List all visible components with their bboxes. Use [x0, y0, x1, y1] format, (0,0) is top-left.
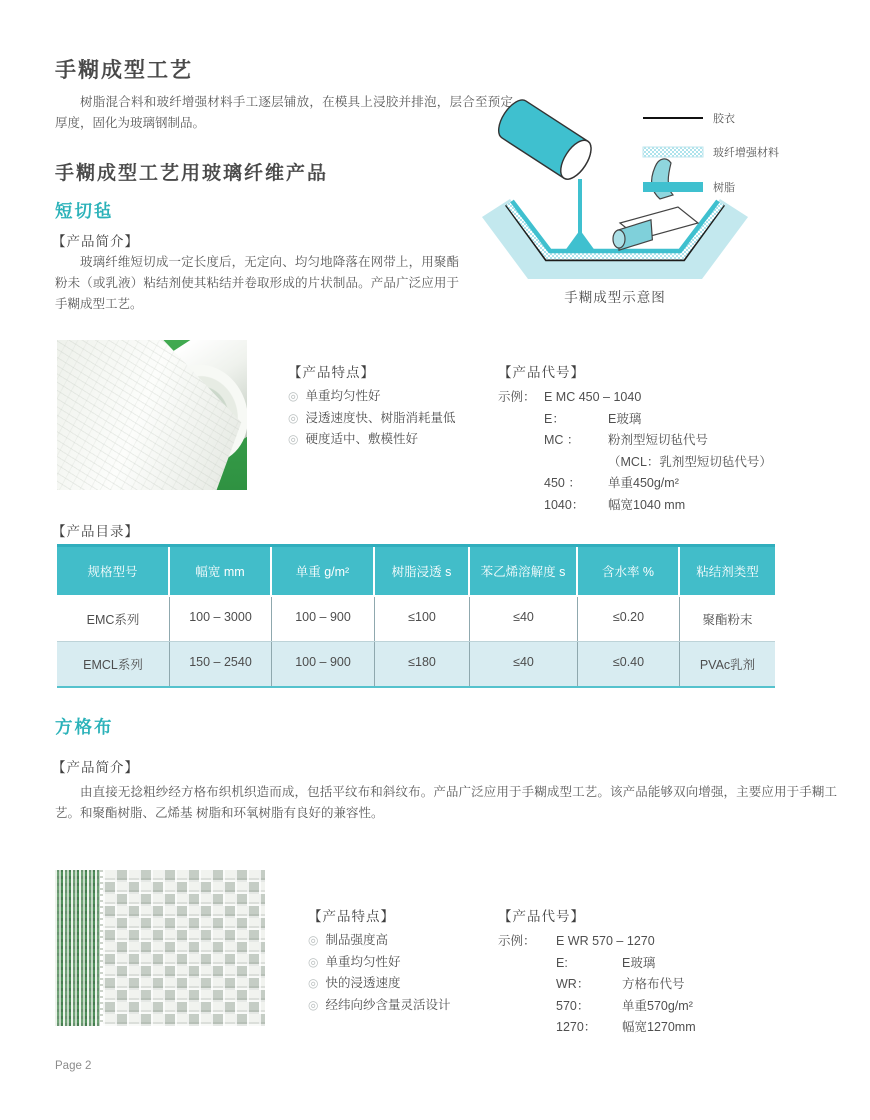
legend-gelcoat-label: 胶衣: [713, 113, 735, 125]
code-desc: 幅宽1040 mm: [608, 497, 686, 512]
pouring-container: [493, 95, 597, 184]
code-row: [544, 452, 818, 474]
resin-mound: [564, 230, 596, 252]
code-term: E:: [556, 955, 568, 970]
roller-tool: [613, 159, 698, 250]
legend-resin-swatch: [643, 182, 703, 192]
ring-bullet-icon: ◎: [288, 432, 299, 446]
code-desc: E玻璃: [622, 955, 656, 970]
code-term: [544, 452, 608, 474]
chopped-mat-heading: 短切毡: [55, 201, 114, 221]
code-row: [556, 974, 818, 996]
woven-roving-photo: [55, 870, 265, 1026]
chopped-mat-features: [288, 361, 503, 451]
code-desc: 单重570g/m²: [622, 998, 693, 1013]
feature-item: [288, 429, 503, 451]
feature-text: 硬度适中、敷模性好: [305, 432, 418, 446]
code-term: 450 ：: [544, 476, 581, 490]
table-row: [57, 597, 775, 641]
code-term: WR：: [556, 977, 590, 991]
diagram-caption: 手糊成型示意图: [564, 290, 666, 305]
features-label: 【产品特点】: [308, 909, 395, 924]
table-cell: EMCL系列: [57, 642, 170, 686]
column-header: 单重 g/m²: [272, 547, 375, 595]
chopped-mat-intro-label: 【产品简介】: [52, 234, 139, 249]
weave-pattern: [103, 870, 265, 1026]
example-value: E MC 450 – 1040: [544, 390, 642, 404]
feature-text: 浸透速度快、树脂消耗量低: [305, 410, 456, 425]
table-cell: 100 – 900: [272, 642, 375, 686]
ring-bullet-icon: ◎: [308, 976, 319, 990]
code-desc: 单重450g/m²: [608, 476, 679, 490]
feature-item: [308, 930, 523, 952]
product-catalog-table: [57, 544, 775, 688]
ring-bullet-icon: ◎: [308, 997, 319, 1012]
chopped-mat-intro: 玻璃纤维短切成一定长度后，无定向、均匀地降落在网带上，用聚酯粉未（或乳液）粘结剂使其粘结并卷取形成的片状制品。产品广泛应用于手糊成型工艺。: [55, 255, 459, 311]
ring-bullet-icon: ◎: [288, 410, 299, 425]
code-row: [544, 430, 818, 452]
table-cell: 100 – 3000: [170, 597, 272, 641]
column-header: 含水率 %: [578, 547, 680, 595]
code-label: 【产品代号】: [498, 365, 585, 380]
ring-bullet-icon: ◎: [308, 933, 319, 947]
feature-item: [308, 973, 523, 995]
code-row: [556, 1017, 818, 1039]
section-title: 手糊成型工艺用玻璃纤维产品: [55, 163, 329, 184]
code-term: 1040：: [544, 497, 585, 512]
woven-roving-intro: 由直接无捻粗纱经方格布织机织造而成，包括平纹布和斜纹布。产品广泛应用于手糊成型工艺。该产品能够双向增强，主要应用于手糊工艺。和聚酯树脂、乙烯基 树脂和环氧树脂有良好的兼容性。: [55, 785, 837, 820]
code-row: [544, 409, 818, 431]
page-number: Page 2: [55, 1060, 92, 1072]
column-header: 粘结剂类型: [696, 565, 759, 579]
feature-item: [288, 386, 503, 408]
woven-roving-code-block: [498, 905, 818, 1039]
code-term: MC ：: [544, 433, 580, 447]
features-label: 【产品特点】: [288, 365, 375, 380]
catalog-label: 【产品目录】: [52, 524, 139, 539]
column-header: 幅宽 mm: [170, 547, 272, 595]
code-row: [544, 495, 818, 517]
chopped-strand-mat-photo: [57, 340, 247, 490]
ring-bullet-icon: ◎: [308, 954, 319, 969]
code-term: 570：: [556, 998, 590, 1013]
fiber-layer: [509, 203, 721, 256]
column-header: 规格型号: [57, 547, 170, 595]
ring-bullet-icon: ◎: [288, 389, 299, 403]
feature-item: [308, 995, 523, 1017]
feature-item: [308, 952, 523, 974]
hand-layup-diagram: [480, 95, 860, 310]
table-cell: 150 – 2540: [170, 642, 272, 686]
table-cell: ≤100: [375, 597, 470, 641]
feature-text: 经纬向纱含量灵活设计: [325, 997, 451, 1012]
code-desc: E玻璃: [608, 411, 642, 426]
woven-roving-features: [308, 905, 523, 1016]
code-term: E：: [544, 411, 565, 426]
feature-item: [288, 408, 503, 430]
example-value: E WR 570 – 1270: [556, 934, 655, 948]
column-header: 苯乙烯溶解度 s: [470, 547, 578, 595]
table-cell: ≤40: [470, 597, 578, 641]
example-label: 示例：: [498, 390, 536, 404]
table-cell: ≤40: [470, 642, 578, 686]
code-desc: 粉剂型短切毡代号: [608, 433, 709, 447]
feature-text: 单重均匀性好: [325, 954, 401, 969]
table-cell: 聚酯粉末: [702, 613, 753, 627]
table-cell: ≤0.40: [578, 642, 680, 686]
hand-layup-schematic-svg: [480, 95, 860, 310]
legend-fiber-swatch: [643, 147, 703, 157]
code-row: [544, 473, 818, 495]
legend-resin-label: 树脂: [713, 182, 735, 194]
table-cell: 100 – 900: [272, 597, 375, 641]
table-row: [57, 641, 775, 686]
weave-selvage-strip: [55, 870, 101, 1026]
feature-text: 制品强度高: [325, 933, 388, 947]
code-desc: 方格布代号: [622, 977, 685, 991]
code-row: [556, 953, 818, 975]
intro-paragraph: 树脂混合料和玻纤增强材料手工逐层铺放，在模具上浸胶并排泡，层合至预定厚度，固化为玻璃钢制品。: [55, 95, 513, 130]
code-label: 【产品代号】: [498, 909, 585, 924]
code-desc: （MCL：乳剂型短切毡代号）: [608, 454, 772, 469]
code-example-row: [498, 931, 818, 953]
chopped-mat-code-block: [498, 361, 818, 516]
column-header: 树脂浸透 s: [375, 547, 470, 595]
table-header-row: [57, 544, 775, 595]
legend-fiber-label: 玻纤增强材料: [713, 147, 779, 159]
example-label: 示例：: [498, 934, 536, 948]
feature-text: 单重均匀性好: [305, 389, 381, 403]
code-example-row: [498, 387, 818, 409]
woven-roving-heading: 方格布: [55, 717, 114, 737]
code-row: [556, 996, 818, 1018]
table-cell: ≤0.20: [578, 597, 680, 641]
code-term: 1270：: [556, 1020, 597, 1034]
feature-text: 快的浸透速度: [325, 976, 401, 990]
woven-roving-intro-label: 【产品简介】: [52, 760, 139, 775]
page-title: 手糊成型工艺: [55, 59, 193, 82]
table-cell: ≤180: [375, 642, 470, 686]
table-cell: PVAc乳剂: [699, 658, 756, 672]
code-desc: 幅宽1270mm: [622, 1020, 696, 1034]
table-cell: EMC系列: [57, 597, 170, 641]
